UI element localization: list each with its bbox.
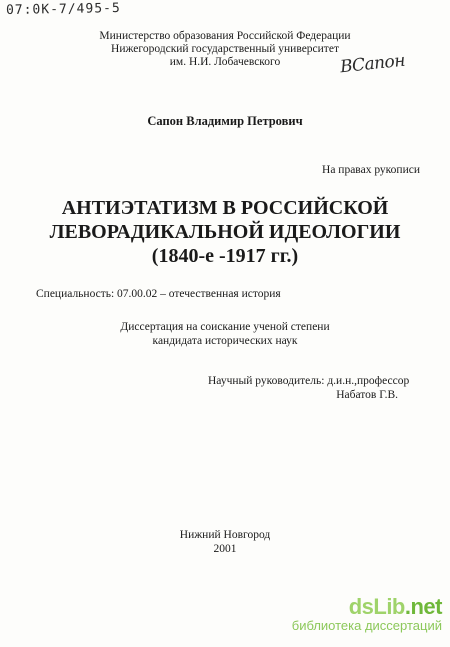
degree-statement [0, 320, 450, 348]
logo-text-b: .net [404, 594, 442, 619]
handwritten-signature: ВСапон [339, 50, 406, 78]
university-name-line: им. Н.И. Лобачевского [169, 56, 281, 68]
handwritten-archive-number: 07:0K-7/495-5 [5, 0, 121, 19]
specialty-line: Специальность: 07.00.02 – отечественная история [36, 288, 281, 300]
logo-text-a: dsLib [348, 594, 405, 619]
rights-note: На правах рукописи [322, 164, 420, 176]
author-name: Сапон Владимир Петрович [147, 114, 303, 128]
supervisor-name: Набатов Г.В. [336, 389, 398, 401]
ministry-line: Министерство образования Российской Федерации [99, 30, 351, 42]
year: 2001 [213, 543, 237, 555]
degree-line: Диссертация на соискание ученой степени [120, 321, 330, 333]
degree-line: кандидата исторических наук [152, 335, 298, 347]
city-name: Нижний Новгород [179, 529, 271, 541]
title-line: (1840-е -1917 гг.) [151, 245, 299, 267]
dslib-logo [292, 594, 442, 620]
dissertation-title [0, 196, 450, 268]
title-line: АНТИЭТАТИЗМ В РОССИЙСКОЙ [61, 197, 389, 219]
dslib-watermark [292, 594, 442, 633]
university-line: Нижегородский государственный университет [111, 43, 339, 55]
supervisor-label: Научный руководитель: д.и.н.,профессор [208, 375, 410, 387]
place-and-year [0, 528, 450, 556]
title-line: ЛЕВОРАДИКАЛЬНОЙ ИДЕОЛОГИИ [49, 221, 401, 243]
supervisor-block [208, 374, 418, 402]
watermark-subtitle: библиотека диссертаций [291, 618, 442, 633]
